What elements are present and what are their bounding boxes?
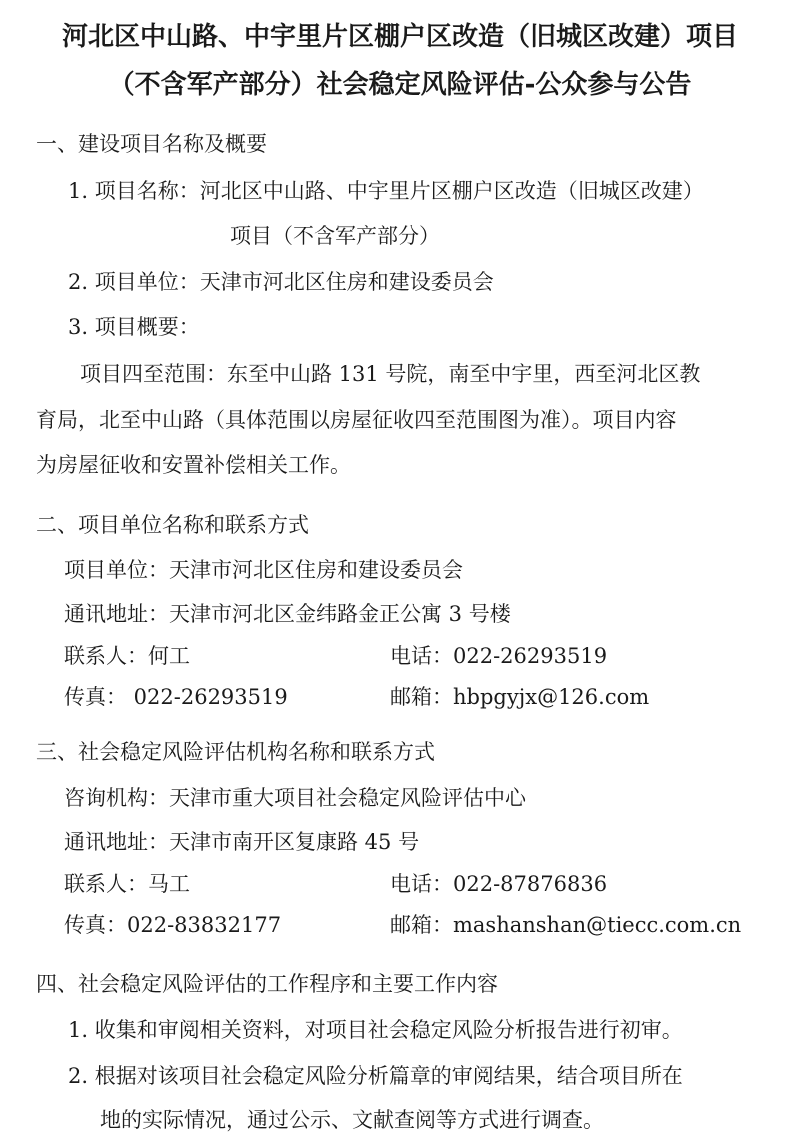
section2-fax: 传真： 022-26293519 <box>64 685 288 709</box>
section3-heading: 三、社会稳定风险评估机构名称和联系方式 <box>36 740 435 764</box>
section4-item2-line2: 地的实际情况，通过公示、文献查阅等方式进行调查。 <box>100 1108 604 1132</box>
section4-item2-line1: 2. 根据对该项目社会稳定风险分析篇章的审阅结果，结合项目所在 <box>68 1064 683 1088</box>
section1-item3: 3. 项目概要： <box>68 315 200 339</box>
section1-heading: 一、建设项目名称及概要 <box>36 132 267 156</box>
section3-fax: 传真：022-83832177 <box>64 913 282 937</box>
section3-phone: 电话：022-87876836 <box>390 872 608 896</box>
section2-email: 邮箱：hbpgyjx@126.com <box>390 685 650 709</box>
section2-contact: 联系人：何工 <box>64 644 190 668</box>
section1-item1: 1. 项目名称：河北区中山路、中宇里片区棚户区改造（旧城区改建） <box>68 179 704 203</box>
document-title-line2: （不含军产部分）社会稳定风险评估-公众参与公告 <box>108 70 692 100</box>
section2-address: 通讯地址：天津市河北区金纬路金正公寓 3 号楼 <box>64 602 511 626</box>
section3-agency: 咨询机构：天津市重大项目社会稳定风险评估中心 <box>64 786 526 810</box>
section3-address: 通讯地址：天津市南开区复康路 45 号 <box>64 830 420 854</box>
section4-item1: 1. 收集和审阅相关资料，对项目社会稳定风险分析报告进行初审。 <box>68 1018 683 1042</box>
section1-paragraph-line2: 育局，北至中山路（具体范围以房屋征收四至范围图为准）。项目内容 <box>36 408 677 432</box>
section2-phone: 电话：022-26293519 <box>390 644 608 668</box>
section1-item1-continued: 项目（不含军产部分） <box>230 224 440 248</box>
section3-email: 邮箱：mashanshan@tiecc.com.cn <box>390 913 742 937</box>
document-title-line1: 河北区中山路、中宇里片区棚户区改造（旧城区改建）项目 <box>61 22 738 52</box>
section2-unit: 项目单位：天津市河北区住房和建设委员会 <box>64 558 463 582</box>
section2-heading: 二、项目单位名称和联系方式 <box>36 513 309 537</box>
section1-paragraph-line1: 项目四至范围：东至中山路 131 号院，南至中宇里，西至河北区教 <box>80 362 701 386</box>
section3-contact: 联系人：马工 <box>64 872 190 896</box>
section4-heading: 四、社会稳定风险评估的工作程序和主要工作内容 <box>36 972 498 996</box>
section1-item2: 2. 项目单位：天津市河北区住房和建设委员会 <box>68 270 494 294</box>
section1-paragraph-line3: 为房屋征收和安置补偿相关工作。 <box>36 453 351 477</box>
